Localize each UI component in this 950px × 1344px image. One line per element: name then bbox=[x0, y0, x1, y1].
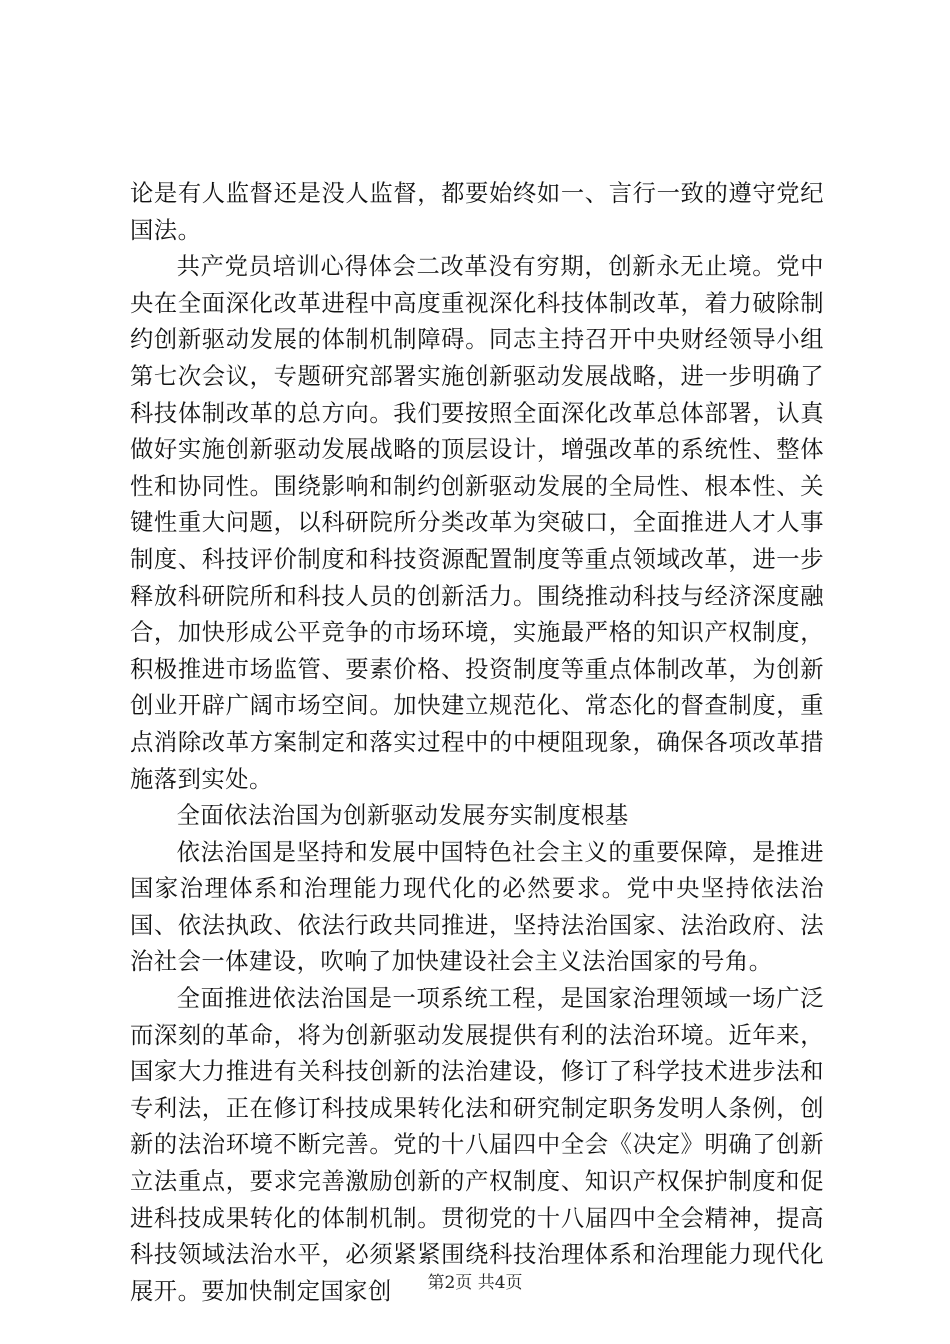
paragraph-rule-of-law: 依法治国是坚持和发展中国特色社会主义的重要保障，是推进国家治理体系和治理能力现代化的必然要求。党中央坚持依法治国、依法执政、依法行政共同推进，坚持法治国家、法治政府、法治社会一体建设，吹响了加快建设社会主义法治国家的号角。 bbox=[130, 838, 824, 976]
paragraph-systematic-project: 全面推进依法治国是一项系统工程，是国家治理领域一场广泛而深刻的革命，将为创新驱动发展提供有利的法治环境。近年来，国家大力推进有关科技创新的法治建设，修订了科学技术进步法和专利法，正在修订科技成果转化法和研究制定职务发明人条例，创新的法治环境不断完善。党的十八届四中全会《决定》明确了创新立法重点，要求完善激励创新的产权制度、知识产权保护制度和促进科技成果转化的体制机制。贯彻党的十八届四中全会精神，提高科技领域法治水平，必须紧紧围绕科技治理体系和治理能力现代化展开。要加快制定国家创 bbox=[130, 985, 824, 1305]
page-number: 第2页 共4页 bbox=[427, 1273, 523, 1293]
paragraph-continuation: 论是有人监督还是没人监督，都要始终如一、言行一致的遵守党纪国法。 bbox=[130, 180, 824, 244]
section-heading: 全面依法治国为创新驱动发展夯实制度根基 bbox=[176, 802, 629, 830]
document-body bbox=[130, 176, 824, 1310]
paragraph-reform: 共产党员培训心得体会二改革没有穷期，创新永无止境。党中央在全面深化改革进程中高度重视深化科技体制改革，着力破除制约创新驱动发展的体制机制障碍。同志主持召开中央财经领导小组第七次会议，专题研究部署实施创新驱动发展战略，进一步明确了科技体制改革的总方向。我们要按照全面深化改革总体部署，认真做好实施创新驱动发展战略的顶层设计，增强改革的系统性、整体性和协同性。围绕影响和制约创新驱动发展的全局性、根本性、关键性重大问题，以科研院所分类改革为突破口，全面推进人才人事制度、科技评价制度和科技资源配置制度等重点领域改革，进一步释放科研院所和科技人员的创新活力。围绕推动科技与经济深度融合，加快形成公平竞争的市场环境，实施最严格的知识产权制度，积极推进市场监管、要素价格、投资制度等重点体制改革，为创新创业开辟广阔市场空间。加快建立规范化、常态化的督查制度，重点消除改革方案制定和落实过程中的中梗阻现象，确保各项改革措施落到实处。 bbox=[130, 253, 824, 793]
